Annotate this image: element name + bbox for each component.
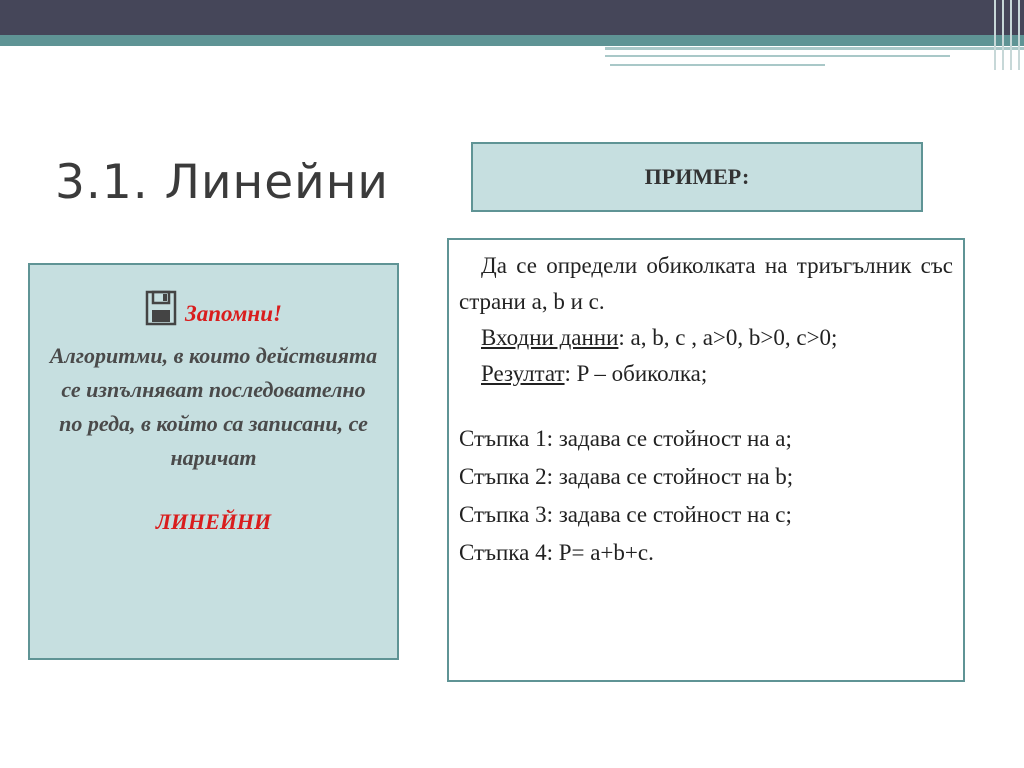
- decor-line: [605, 47, 1024, 50]
- decor-vertical-lines: [990, 0, 1024, 70]
- input-values: : a, b, c , a>0, b>0, c>0;: [618, 325, 838, 350]
- input-label: Входни данни: [481, 325, 619, 350]
- step-item: Стъпка 3: задава се стойност на c;: [459, 502, 792, 527]
- result-value: : P – обиколка;: [564, 361, 708, 386]
- task-statement: Да се определи обиколката на триъгълник със страни a, b и c.: [459, 253, 953, 314]
- example-label-box: [471, 142, 923, 212]
- step-item: Стъпка 4: P= a+b+c.: [459, 540, 654, 565]
- floppy-disk-icon: [145, 290, 177, 326]
- input-data-line: [459, 320, 953, 356]
- step-item: Стъпка 1: задава се стойност на a;: [459, 426, 792, 451]
- result-label: Резултат: [481, 361, 565, 386]
- result-line: [459, 356, 953, 392]
- definition-text: Алгоритми, в които действията се изпълняват последователно по реда, в който са записани, се наричат: [49, 343, 378, 470]
- slide-title: 3.1. Линейни: [55, 155, 389, 210]
- remember-label: Запомни!: [185, 301, 282, 326]
- task-box: [447, 238, 965, 682]
- top-bar: [0, 0, 1024, 35]
- step-item: Стъпка 2: задава се стойност на b;: [459, 464, 794, 489]
- remember-box: [28, 263, 399, 660]
- teal-band: [0, 35, 1024, 46]
- steps-list: [459, 420, 953, 572]
- example-label: ПРИМЕР:: [644, 164, 750, 189]
- term-linear: ЛИНЕЙНИ: [155, 509, 272, 534]
- decor-line: [610, 64, 825, 66]
- decor-line: [605, 55, 950, 57]
- remember-header: [30, 289, 397, 327]
